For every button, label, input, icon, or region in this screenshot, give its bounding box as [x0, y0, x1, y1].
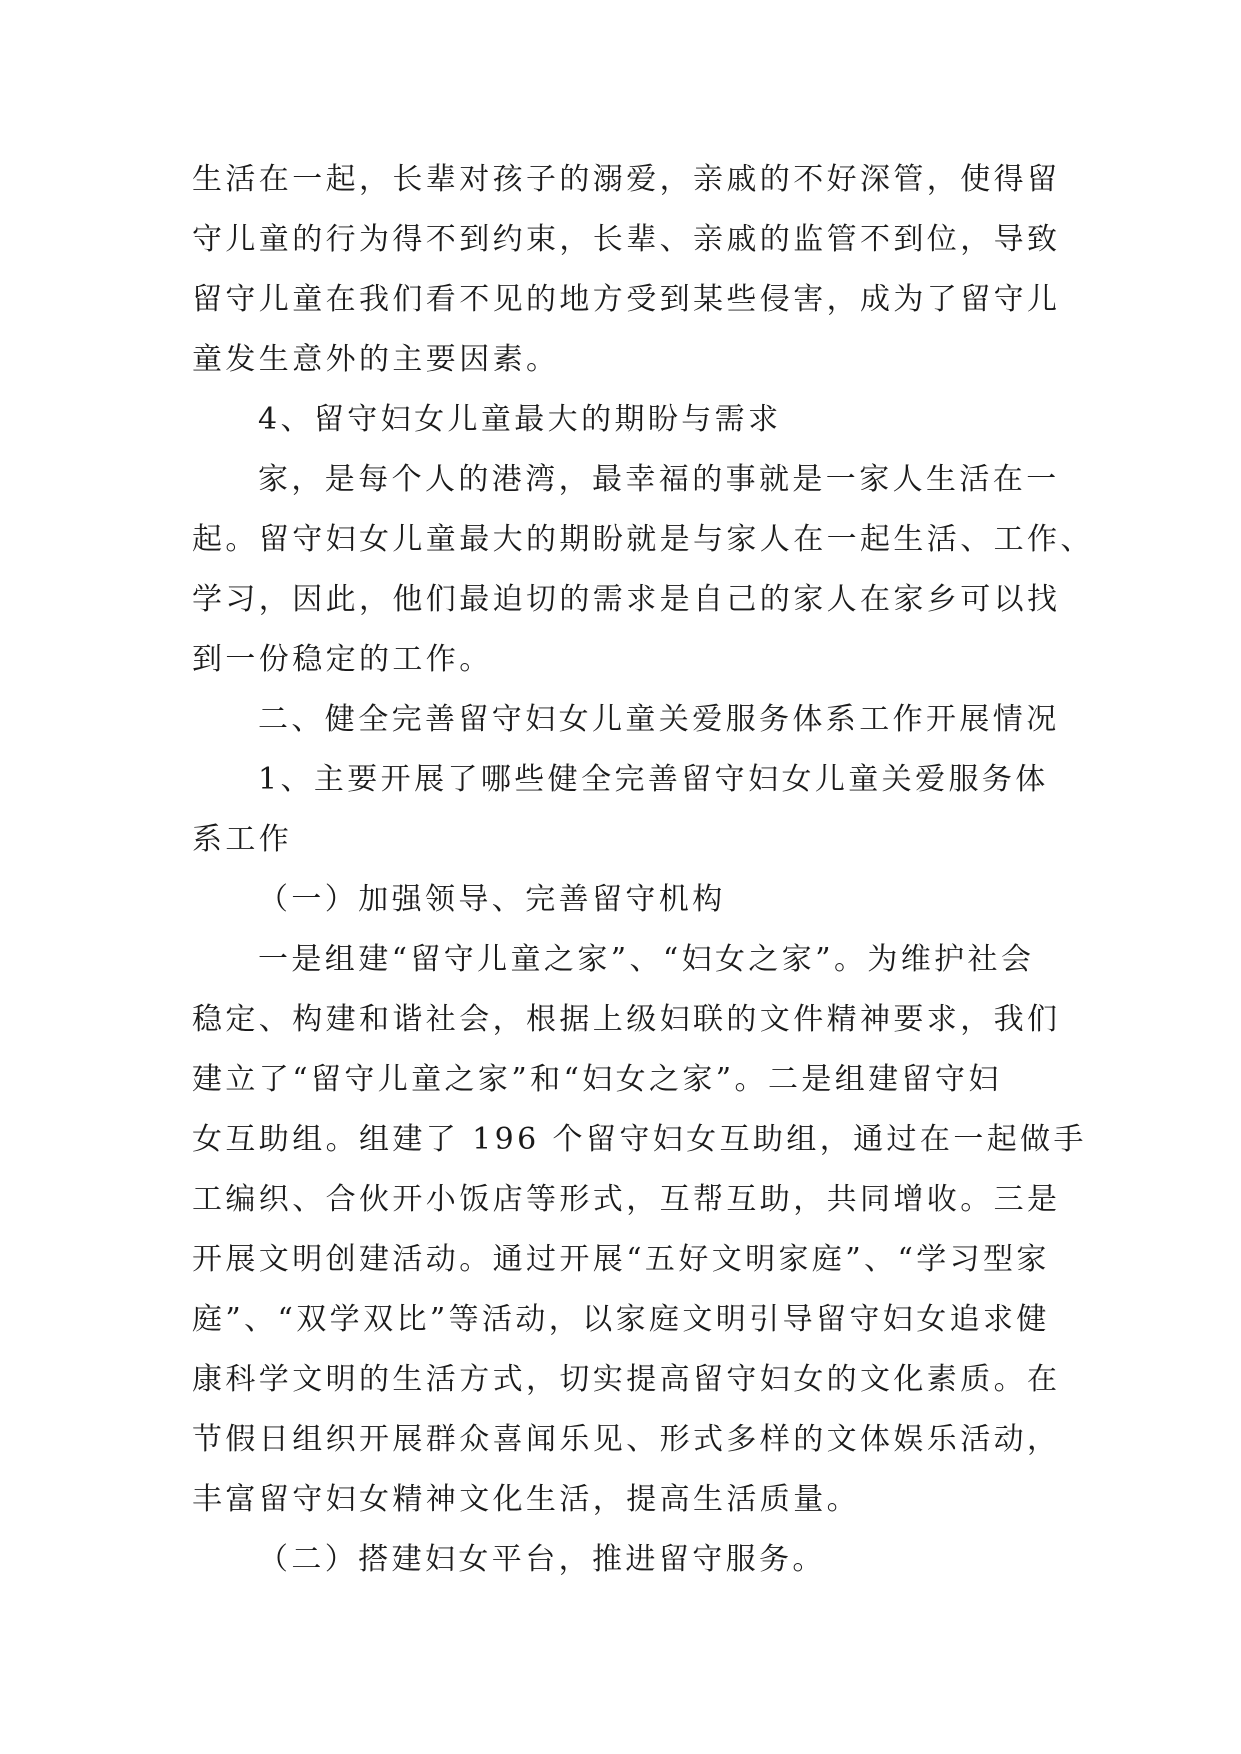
text-line-1: 生活在一起，长辈对孩子的溺爱，亲戚的不好深管，使得留 — [192, 162, 1061, 197]
text-line-22: 节假日组织开展群众喜闻乐见、形式多样的文体娱乐活动， — [192, 1422, 1061, 1457]
text-line-18: 工编织、合伙开小饭店等形式，互帮互助，共同增收。三是 — [192, 1182, 1061, 1217]
subsection-heading-a: （一）加强领导、完善留守机构 — [258, 882, 726, 917]
text-line-17: 女互助组。组建了 196 个留守妇女互助组，通过在一起做手 — [192, 1122, 1087, 1157]
text-line-20: 庭”、“双学双比”等活动，以家庭文明引导留守妇女追求健 — [192, 1302, 1050, 1337]
text-line-8: 学习，因此，他们最迫切的需求是自己的家人在家乡可以找 — [192, 582, 1061, 617]
section-heading-2: 二、健全完善留守妇女儿童关爱服务体系工作开展情况 — [258, 702, 1060, 737]
section-heading-4: 4、留守妇女儿童最大的期盼与需求 — [258, 402, 782, 437]
text-line-6: 家，是每个人的港湾，最幸福的事就是一家人生活在一 — [258, 462, 1060, 497]
text-line-2: 守儿童的行为得不到约束，长辈、亲戚的监管不到位，导致 — [192, 222, 1061, 257]
text-line-21: 康科学文明的生活方式，切实提高留守妇女的文化素质。在 — [192, 1362, 1061, 1397]
text-line-15: 稳定、构建和谐社会，根据上级妇联的文件精神要求，我们 — [192, 1002, 1061, 1037]
text-line-23: 丰富留守妇女精神文化生活，提高生活质量。 — [192, 1482, 860, 1517]
text-line-3: 留守儿童在我们看不见的地方受到某些侵害，成为了留守儿 — [192, 282, 1061, 317]
text-line-7: 起。留守妇女儿童最大的期盼就是与家人在一起生活、工作、 — [192, 522, 1094, 557]
text-line-4: 童发生意外的主要因素。 — [192, 342, 560, 377]
text-line-19: 开展文明创建活动。通过开展“五好文明家庭”、“学习型家 — [192, 1242, 1050, 1277]
text-line-14: 一是组建“留守儿童之家”、“妇女之家”。为维护社会 — [258, 942, 1035, 977]
subsection-heading-b: （二）搭建妇女平台，推进留守服务。 — [258, 1542, 826, 1577]
subsection-heading-1: 1、主要开展了哪些健全完善留守妇女儿童关爱服务体 — [258, 762, 1049, 797]
text-line-9: 到一份稳定的工作。 — [192, 642, 493, 677]
text-line-16: 建立了“留守儿童之家”和“妇女之家”。二是组建留守妇 — [192, 1062, 1002, 1097]
text-line-12: 系工作 — [192, 822, 293, 857]
